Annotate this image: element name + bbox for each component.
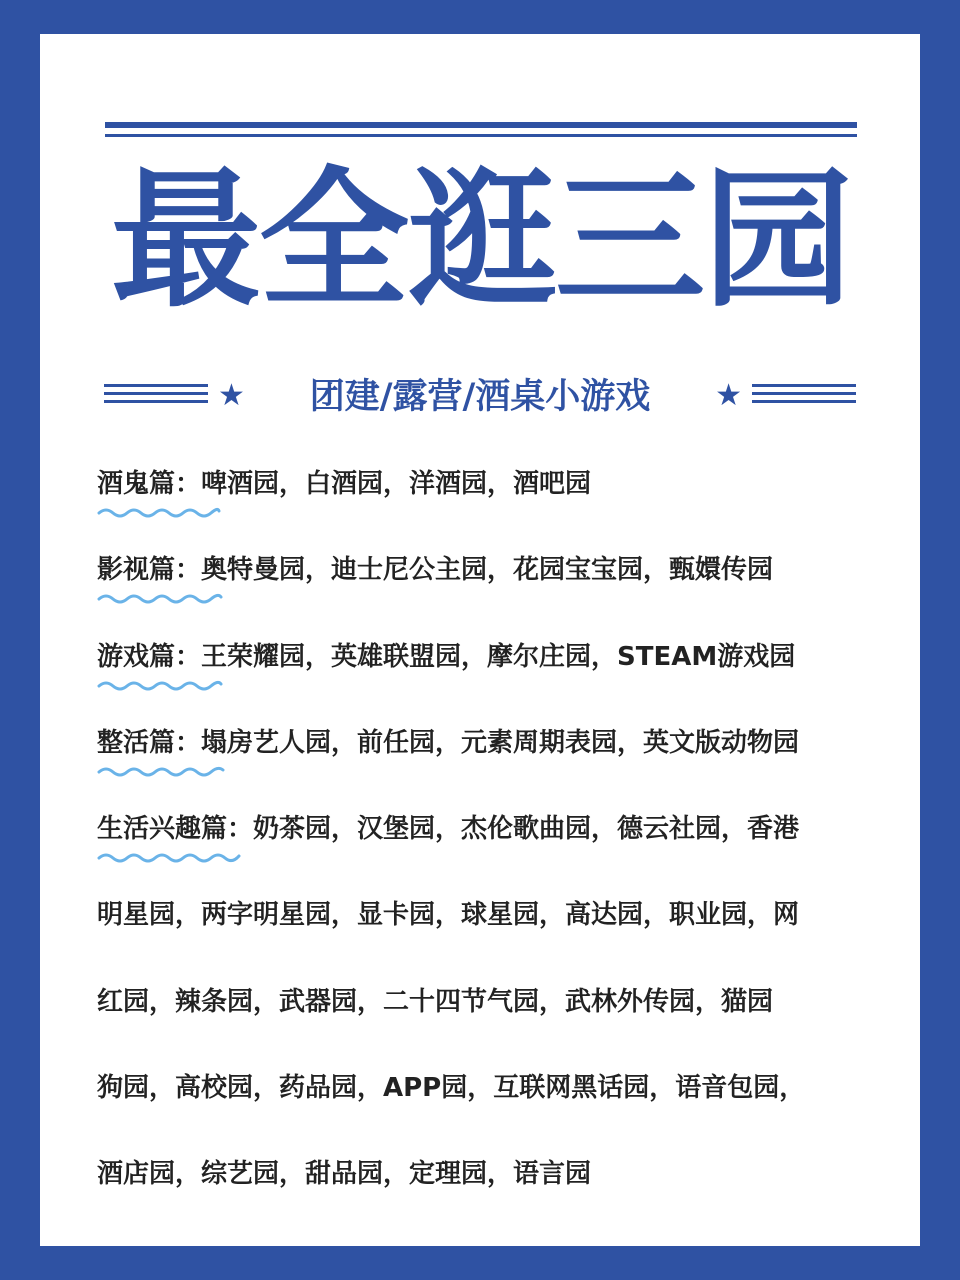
lifestyle-continued: 酒店园，综艺园，甜品园，定理园，语言园 — [97, 1159, 592, 1190]
text-line — [97, 548, 867, 634]
category-drunkard: 酒鬼篇：啤酒园，白酒园，洋酒园，酒吧园 — [97, 469, 592, 499]
wave-underline-icon — [97, 506, 221, 518]
wave-underline-icon — [97, 592, 223, 604]
decorative-lines-left — [104, 384, 208, 410]
theme-list — [97, 462, 867, 1239]
poster-subtitle: 团建/露营/酒桌小游戏 — [309, 376, 651, 417]
top-rule-thin — [105, 134, 857, 137]
star-icon-right: ★ — [715, 378, 742, 413]
wave-underline-icon — [97, 851, 241, 863]
category-lifestyle: 生活兴趣篇：奶茶园，汉堡园，杰伦歌曲园，德云社园，香港 — [97, 814, 800, 845]
text-line — [97, 893, 867, 979]
category-film-tv: 影视篇：奥特曼园，迪士尼公主园，花园宝宝园，甄嬛传园 — [97, 555, 774, 586]
text-line — [97, 1152, 867, 1238]
wave-underline-icon — [97, 765, 225, 777]
text-line — [97, 980, 867, 1066]
top-rule-thick — [105, 122, 857, 128]
text-line — [97, 721, 867, 807]
lifestyle-continued: 狗园，高校园，药品园，APP园，互联网黑话园，语音包园， — [97, 1073, 806, 1104]
category-fun: 整活篇：塌房艺人园，前任园，元素周期表园，英文版动物园 — [97, 727, 800, 758]
text-line — [97, 635, 867, 721]
subtitle-banner — [104, 370, 856, 424]
text-line — [97, 462, 867, 548]
poster-title: 最全逛三园 — [110, 152, 851, 328]
category-games: 游戏篇：王荣耀园，英雄联盟园，摩尔庄园，STEAM游戏园 — [97, 641, 796, 672]
text-line — [97, 1066, 867, 1152]
star-icon-left: ★ — [218, 378, 245, 413]
lifestyle-continued: 明星园，两字明星园，显卡园，球星园，高达园，职业园，网 — [97, 900, 800, 931]
wave-underline-icon — [97, 679, 223, 691]
lifestyle-continued: 红园，辣条园，武器园，二十四节气园，武林外传园，猫园 — [97, 986, 774, 1017]
decorative-lines-right — [752, 384, 856, 410]
text-line — [97, 807, 867, 893]
